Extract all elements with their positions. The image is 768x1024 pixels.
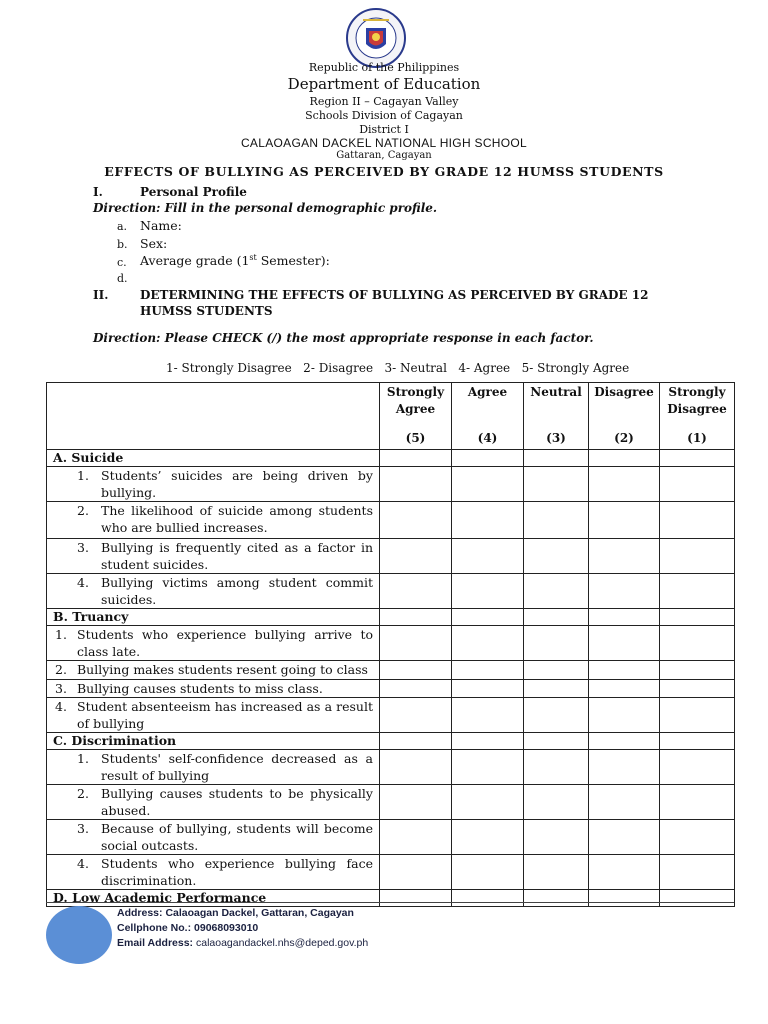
response-cell[interactable] <box>589 626 660 661</box>
response-cell[interactable] <box>660 855 735 890</box>
response-cell[interactable] <box>589 890 660 907</box>
response-cell[interactable] <box>589 467 660 502</box>
response-cell[interactable] <box>380 890 452 907</box>
department-name: Department of Education <box>287 75 481 93</box>
column-header: Strongly Disagree (1) <box>660 383 735 450</box>
response-cell[interactable] <box>452 733 524 750</box>
statement-cell: 4. Students who experience bullying face discrimination. <box>47 855 380 890</box>
page-title: EFFECTS OF BULLYING AS PERCEIVED BY GRADE 12 HUMSS STUDENTS <box>104 164 664 179</box>
part1-heading: Personal Profile <box>140 185 247 199</box>
response-cell[interactable] <box>524 890 589 907</box>
section-row <box>47 733 735 750</box>
response-cell[interactable] <box>380 539 452 574</box>
response-cell[interactable] <box>452 661 524 680</box>
response-cell[interactable] <box>452 467 524 502</box>
section-row <box>47 890 735 907</box>
response-cell[interactable] <box>589 661 660 680</box>
response-cell[interactable] <box>452 679 524 698</box>
response-cell[interactable] <box>452 609 524 626</box>
profile-item-letter: c. <box>117 256 127 269</box>
response-cell[interactable] <box>660 733 735 750</box>
response-cell[interactable] <box>452 785 524 820</box>
response-cell[interactable] <box>452 750 524 785</box>
response-cell[interactable] <box>660 539 735 574</box>
response-cell[interactable] <box>660 785 735 820</box>
statement-cell: 3. Bullying is frequently cited as a factor in student suicides. <box>47 539 380 574</box>
table-header-row <box>47 383 735 450</box>
response-cell[interactable] <box>660 450 735 467</box>
response-cell[interactable] <box>660 679 735 698</box>
statement-cell: 3. Because of bullying, students will become social outcasts. <box>47 820 380 855</box>
response-cell[interactable] <box>380 750 452 785</box>
statement-cell: 1. Students’ suicides are being driven by bullying. <box>47 467 380 502</box>
table-row <box>47 855 735 890</box>
response-cell[interactable] <box>660 698 735 733</box>
response-cell[interactable] <box>380 502 452 539</box>
statement-cell: 2. The likelihood of suicide among students who are bullied increases. <box>47 502 380 539</box>
part1-direction: Direction: Fill in the personal demographic profile. <box>93 201 438 215</box>
column-header: Neutral (3) <box>524 383 589 450</box>
response-cell[interactable] <box>589 820 660 855</box>
part2-heading-line2: HUMSS STUDENTS <box>140 304 273 318</box>
division-text: Schools Division of Cagayan <box>305 109 463 122</box>
response-cell[interactable] <box>660 820 735 855</box>
response-cell[interactable] <box>589 609 660 626</box>
response-cell[interactable] <box>524 820 589 855</box>
profile-name-label: Name: <box>140 218 182 233</box>
response-cell[interactable] <box>524 679 589 698</box>
response-cell[interactable] <box>452 626 524 661</box>
table-row <box>47 574 735 609</box>
response-cell[interactable] <box>524 450 589 467</box>
response-cell[interactable] <box>380 661 452 680</box>
response-cell[interactable] <box>380 698 452 733</box>
section-label: D. Low Academic Performance <box>47 890 380 907</box>
table-row <box>47 467 735 502</box>
part2-heading-line1: DETERMINING THE EFFECTS OF BULLYING AS PERCEIVED BY GRADE 12 <box>140 288 649 302</box>
response-cell[interactable] <box>452 890 524 907</box>
response-cell[interactable] <box>452 855 524 890</box>
statement-cell: 1. Students' self-confidence decreased as a result of bullying <box>47 750 380 785</box>
statement-cell: 1. Students who experience bullying arrive to class late. <box>47 626 380 661</box>
part2-numeral: II. <box>93 288 109 302</box>
response-cell[interactable] <box>589 750 660 785</box>
response-cell[interactable] <box>524 698 589 733</box>
response-cell[interactable] <box>524 855 589 890</box>
response-cell[interactable] <box>660 502 735 539</box>
statement-cell: 2. Bullying makes students resent going to class <box>47 661 380 680</box>
survey-table <box>46 382 735 907</box>
deped-seal-logo <box>343 8 409 68</box>
response-cell[interactable] <box>524 661 589 680</box>
school-location: Gattaran, Cagayan <box>336 150 432 161</box>
column-header: Strongly Agree (5) <box>380 383 452 450</box>
part2-direction: Direction: Please CHECK (/) the most appropriate response in each factor. <box>93 331 594 345</box>
footer-address: Address: Calaoagan Dackel, Gattaran, Cagayan <box>117 907 354 919</box>
response-cell[interactable] <box>380 785 452 820</box>
response-cell[interactable] <box>589 574 660 609</box>
republic-text: Republic of the Philippines <box>308 61 460 74</box>
column-header: Disagree (2) <box>589 383 660 450</box>
profile-sex-label: Sex: <box>140 236 168 251</box>
profile-grade-label: Average grade (1st Semester): <box>140 253 330 269</box>
response-cell[interactable] <box>589 698 660 733</box>
section-label: C. Discrimination <box>47 733 380 750</box>
response-cell[interactable] <box>380 820 452 855</box>
profile-item-letter: a. <box>117 220 128 233</box>
response-cell[interactable] <box>589 855 660 890</box>
statement-cell: 2. Bullying causes students to be physically abused. <box>47 785 380 820</box>
response-cell[interactable] <box>589 785 660 820</box>
response-cell[interactable] <box>380 450 452 467</box>
table-row <box>47 661 735 680</box>
response-cell[interactable] <box>452 820 524 855</box>
response-cell[interactable] <box>452 450 524 467</box>
response-cell[interactable] <box>589 450 660 467</box>
response-cell[interactable] <box>524 502 589 539</box>
response-cell[interactable] <box>380 855 452 890</box>
response-cell[interactable] <box>524 467 589 502</box>
school-name: CALAOAGAN DACKEL NATIONAL HIGH SCHOOL <box>240 136 528 150</box>
response-cell[interactable] <box>660 750 735 785</box>
profile-item-letter: b. <box>117 238 128 251</box>
response-cell[interactable] <box>524 626 589 661</box>
table-row <box>47 539 735 574</box>
profile-item-letter: d. <box>117 272 128 285</box>
response-cell[interactable] <box>589 502 660 539</box>
response-cell[interactable] <box>660 467 735 502</box>
table-row <box>47 502 735 539</box>
response-cell[interactable] <box>524 785 589 820</box>
response-cell[interactable] <box>452 698 524 733</box>
footer-email: Email Address: calaoagandackel.nhs@deped.gov.ph <box>117 937 369 949</box>
part1-numeral: I. <box>93 185 103 199</box>
response-cell[interactable] <box>380 679 452 698</box>
response-cell[interactable] <box>660 626 735 661</box>
response-cell[interactable] <box>380 609 452 626</box>
district-text: District I <box>359 123 409 136</box>
footer-phone: Cellphone No.: 09068093010 <box>117 922 259 934</box>
response-cell[interactable] <box>452 502 524 539</box>
statement-cell: 4. Student absenteeism has increased as a result of bullying <box>47 698 380 733</box>
response-cell[interactable] <box>452 539 524 574</box>
response-cell[interactable] <box>524 609 589 626</box>
response-cell[interactable] <box>452 574 524 609</box>
response-cell[interactable] <box>524 733 589 750</box>
section-row <box>47 450 735 467</box>
column-header: Agree (4) <box>452 383 524 450</box>
statement-cell: 4. Bullying victims among student commit suicides. <box>47 574 380 609</box>
response-cell[interactable] <box>589 679 660 698</box>
response-cell[interactable] <box>660 661 735 680</box>
response-cell[interactable] <box>380 574 452 609</box>
table-row <box>47 626 735 661</box>
table-row <box>47 785 735 820</box>
response-cell[interactable] <box>660 890 735 907</box>
response-cell[interactable] <box>524 539 589 574</box>
section-label: A. Suicide <box>47 450 380 467</box>
rating-scale-legend: 1- Strongly Disagree 2- Disagree 3- Neutral 4- Agree 5- Strongly Agree <box>166 361 630 375</box>
statement-header-cell <box>47 383 380 450</box>
table-row <box>47 750 735 785</box>
response-cell[interactable] <box>589 539 660 574</box>
response-cell[interactable] <box>660 574 735 609</box>
response-cell[interactable] <box>660 609 735 626</box>
footer-divider <box>46 902 734 903</box>
table-row <box>47 820 735 855</box>
response-cell[interactable] <box>524 750 589 785</box>
response-cell[interactable] <box>380 626 452 661</box>
table-row <box>47 698 735 733</box>
section-row <box>47 609 735 626</box>
response-cell[interactable] <box>380 733 452 750</box>
response-cell[interactable] <box>380 467 452 502</box>
region-text: Region II – Cagayan Valley <box>309 95 459 108</box>
table-row <box>47 679 735 698</box>
footer-circle-logo <box>46 906 112 964</box>
statement-cell: 3. Bullying causes students to miss class. <box>47 679 380 698</box>
response-cell[interactable] <box>589 733 660 750</box>
section-label: B. Truancy <box>47 609 380 626</box>
response-cell[interactable] <box>524 574 589 609</box>
